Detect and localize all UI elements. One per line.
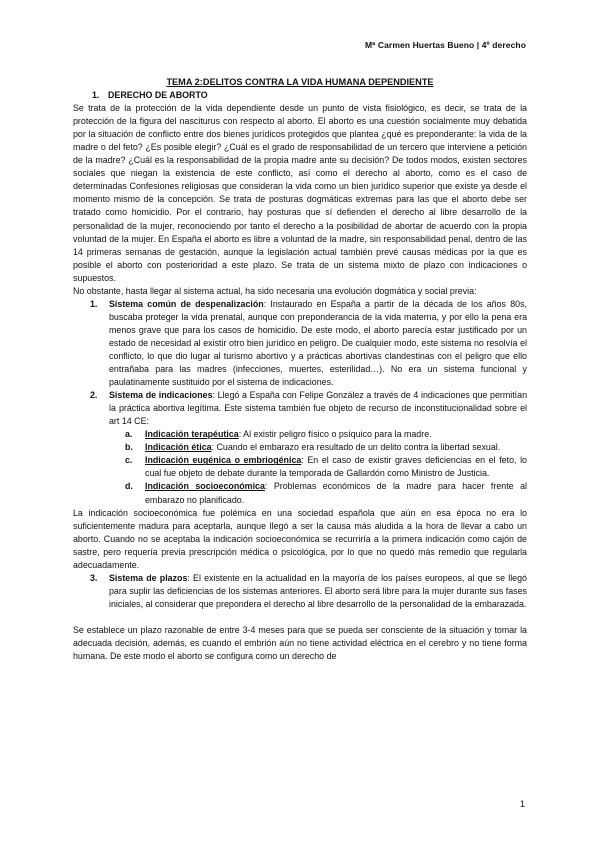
indications-list: [109, 428, 527, 506]
list-item-system-2: [73, 389, 527, 506]
paragraph-intro: Se trata de la protección de la vida dependiente desde un punto de vista fisiológico, es decir, se trata de la protección de la figura del nasciturus con respecto al aborto. El aborto es una cuestión socialmente muy debatida por la situación de conflicto entre dos bienes jurídicos protegidos que plantea ¿qué es preponderante: la vida de la madre o del feto? ¿Es posible elegir? ¿Cuál es el grado de responsabilidad de un tercero que interviene a petición de la madre? ¿Cuál es la responsabilidad de la propia madre ante su decisión? De todos modos, existen sectores sociales que niegan la existencia de este conflicto, así como el derecho al aborto, como es el caso de determinadas Confesiones religiosas que consideran la vida como un bien jurídico superior que existe ya desde el momento mismo de la concepción. Se trata de posturas dogmáticas extremas para las que el aborto debe ser tratado como homicidio. Por el contrario, hay posturas que sí defienden el derecho al libre desarrollo de la personalidad de la mujer, reconociendo por tanto el derecho a la posibilidad de abortar de acuerdo con la propia voluntad de la mujer. En España el aborto es libre a voluntad de la madre, sin responsabilidad penal, dentro de las 14 primeras semanas de gestación, aunque la legislación actual también prevé causas médicas por la que es posible el aborto con posterioridad a este plazo. Se trata de un sistema mixto de plazo con indicaciones o supuestos.: [73, 103, 527, 283]
section-heading-text: DERECHO DE ABORTO: [108, 90, 208, 101]
list-letter: d.: [125, 481, 133, 492]
list-item-text: : Al existir peligro físico o psíquico para la madre.: [238, 429, 432, 440]
list-item-text: : El existente en la actualidad en la mayoría de los países europeos, al que se llegó para suplir las deficiencias de los sistemas anteriores. El aborto será libre para la mujer durante sus fases iniciales, al considerar que prepondera el derecho al libre desarrollo de la personalidad de la embarazada.: [109, 572, 527, 609]
list-item-indication-d: [109, 480, 527, 506]
spacer: [73, 611, 527, 624]
list-letter: b.: [125, 442, 133, 453]
list-letter: a.: [125, 429, 133, 440]
list-number: 1.: [90, 298, 98, 309]
list-item-text: : En el caso de existir graves deficiencias en el feto, lo cual fue objeto de debate durante la temporada de Gallardón como Ministro de Justicia.: [145, 455, 527, 479]
paragraph-socioeconomic: La indicación socioeconómica fue polémica en una sociedad española que aún en esa época no era lo suficientemente madura para aceptarla, aunque llegó a ser la causa más aludida a la hora de llevar a cabo un aborto. Cuando no se aceptaba la indicación socioeconómica se recurriría a la primera indicación como cajón de sastre, pero requería previa prescripción médica o psicológica, por lo que no quedó más remedio que regularla adecuadamente.: [73, 507, 527, 570]
list-item-text: : Cuando el embarazo era resultado de un delito contra la libertad sexual.: [211, 442, 501, 453]
list-item-label: Sistema de indicaciones: [109, 390, 213, 401]
page-number: 1: [520, 799, 526, 809]
list-item-label: Indicación socioeconómica: [145, 481, 265, 492]
list-item-label: Indicación terapéutica: [145, 429, 239, 440]
list-item-text: : Instaurado en España a partir de la década de los años 80s, buscaba proteger la vida prenatal, aunque con preponderancia de la vida materna, y por ello la pena era menos grave que para los casos de homicidio. De este modo, el aborto parecía estar justificado por un estado de necesidad al existir otro bien jurídico en peligro. De cualquier modo, este sistema no resolvía el conflicto, lo que dio lugar al turismo abortivo y a prácticas abortivas clandestinas con el peligro que ello entrañaba para las madres (infecciones, muertes, esterilidad…). No era un sistema funcional y paulatinamente sustituido por el sistema de indicaciones.: [109, 298, 527, 388]
list-item-label: Sistema común de despenalización: [109, 298, 264, 309]
list-item-system-1: [73, 298, 527, 389]
list-item-indication-a: [109, 428, 527, 441]
list-item-label: Indicación ética: [145, 442, 212, 453]
list-item-label: Indicación eugénica o embriogénica: [145, 455, 302, 466]
paragraph-evolution: No obstante, hasta llegar al sistema actual, ha sido necesaria una evolución dogmática y social previa:: [73, 285, 477, 296]
list-number: 3.: [90, 572, 98, 583]
list-item-text: : Llegó a España con Felipe González a través de 4 indicaciones que permitían la práctica abortiva legítima. Este sistema también fue objeto de recurso de inconstitucionalidad sobre el art 14 CE:: [109, 390, 528, 427]
section-number: 1.: [92, 90, 100, 101]
section-heading: [73, 89, 527, 102]
page-header: Mª Carmen Huertas Bueno | 4º derecho: [364, 40, 526, 50]
systems-list: [73, 298, 527, 507]
list-item-label: Sistema de plazos: [109, 572, 188, 583]
list-item-system-3: [73, 572, 527, 611]
systems-list-continued: [73, 572, 527, 611]
list-item-text: : Problemas económicos de la madre para hacer frente al embarazo no planificado.: [145, 481, 527, 505]
list-letter: c.: [125, 455, 133, 466]
page-title: TEMA 2:DELITOS CONTRA LA VIDA HUMANA DEPENDIENTE: [166, 77, 434, 87]
list-item-indication-c: [109, 454, 527, 480]
document-body: [73, 76, 527, 663]
list-item-indication-b: [109, 441, 527, 454]
list-number: 2.: [90, 390, 98, 401]
paragraph-time-limit: Se establece un plazo razonable de entre 3-4 meses para que se pueda ser consciente de la situación y tomar la adecuada decisión, además, es cuando el embrión aún no tiene actividad eléctrica en el cerebro y no tiene forma humana. De este modo el aborto se configura como un derecho de: [73, 624, 527, 662]
